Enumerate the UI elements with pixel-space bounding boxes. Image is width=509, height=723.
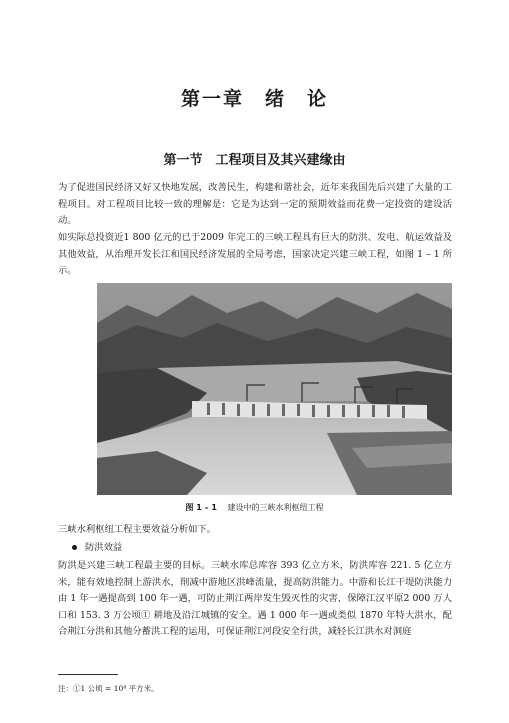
section-title: 第一节 工程项目及其兴建缘由: [163, 153, 346, 168]
paragraph-flood-control: 防洪是兴建三峡工程最主要的目标。三峡水库总库容 393 亿立方米，防洪库容 221. 5 亿立方米，能有效地控制上游洪水，削减中游地区洪峰流量，提高防洪能力。中游和长江干堤防洪能力由 1 年一遇提高到 100 年一遇，可防止荆江两岸发生毁灭性的灾害，保障江汉平原2 000 万人口和 153. 3 万公顷① 耕地及沿江城镇的安全。遇 1 000 年一遇或类似 1870 年特大洪水，配合荆江分洪和其他分蓄洪工程的运用，可保证荆江河段安全行洪，减轻长江洪水对洞庭: [58, 560, 452, 637]
figure-caption: [0, 502, 509, 513]
paragraph-three-gorges: 如实际总投资近1 800 亿元的已于2009 年完工的三峡工程具有巨大的防洪、发电、航运效益及其他效益，从治理开发长江和国民经济发展的全局考虑，国家决定兴建三峡工程，如图 1 – 1 所示。: [58, 232, 452, 276]
bullet-label: 防洪效益: [85, 542, 123, 553]
paragraph-intro: 为了促进国民经济又好又快地发展，改善民生，构建和谐社会，近年来我国先后兴建了大量的工程项目。对工程项目比较一致的理解是：它是为达到一定的预期效益而花费一定投资的建设活动。: [58, 182, 452, 226]
bullet-flood-control: [72, 540, 122, 556]
three-gorges-photo: [97, 283, 452, 495]
footnote: 注：①1 公顷 = 10⁴ 平方米。: [58, 684, 159, 693]
chapter-title: 第一章 绪 论: [180, 88, 328, 110]
paragraph-benefits-intro: 三峡水利枢纽工程主要效益分析如下。: [58, 524, 217, 535]
bullet-dot-icon: [72, 545, 77, 550]
footnote-divider: [58, 674, 118, 675]
figure-number: 图 1 – 1: [185, 503, 217, 512]
figure-caption-text: 建设中的三峡水利枢纽工程: [227, 503, 324, 512]
